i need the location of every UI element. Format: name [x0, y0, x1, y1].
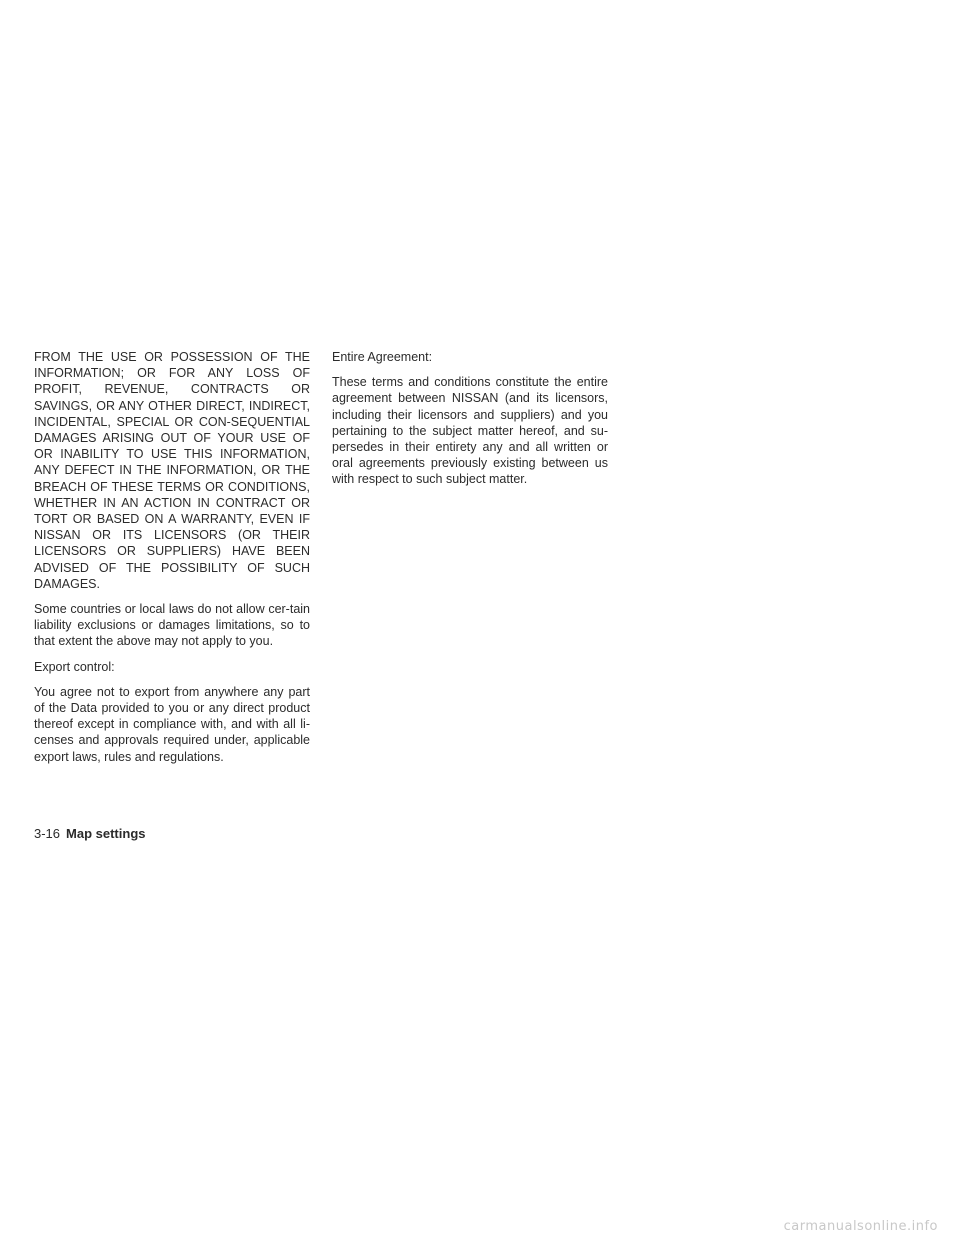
page-footer: [34, 826, 146, 842]
liability-disclaimer-paragraph: FROM THE USE OR POSSESSION OF THE INFORMATION; OR FOR ANY LOSS OF PROFIT, REVENUE, CONTRACTS OR SAVINGS, OR ANY OTHER DIRECT, INDIRECT, INCIDENTAL, SPECIAL OR CON-SEQUENTIAL DAMAGES ARISING OUT OF YOUR USE OF OR INABILITY TO USE THIS INFORMATION, ANY DEFECT IN THE INFORMATION, OR THE BREACH OF THESE TERMS OR CONDITIONS, WHETHER IN AN ACTION IN CONTRACT OR TORT OR BASED ON A WARRANTY, EVEN IF NISSAN OR ITS LICENSORS (OR THEIR LICENSORS OR SUPPLIERS) HAVE BEEN ADVISED OF THE POSSIBILITY OF SUCH DAMAGES.: [34, 350, 310, 591]
section-title: Map settings: [66, 826, 146, 841]
export-control-paragraph: You agree not to export from anywhere any part of the Data provided to you or any direct product thereof except in compliance with, and with all li-censes and approvals required under, applicable export laws, rules and regulations.: [34, 684, 310, 764]
left-column: [34, 349, 310, 774]
page-number: 3-16: [34, 826, 61, 841]
export-control-heading: Export control:: [34, 659, 115, 674]
right-column: [332, 349, 608, 497]
entire-agreement-heading: Entire Agreement:: [332, 350, 433, 364]
watermark: carmanualsonline.info: [783, 1219, 938, 1234]
entire-agreement-paragraph: These terms and conditions constitute the entire agreement between NISSAN (and its licensors, including their licensors and suppliers) and you pertaining to the subject matter hereof, and su-persedes in their entirety any and all written or oral agreements previously existing between us with respect to such subject matter.: [332, 375, 608, 487]
local-laws-paragraph: Some countries or local laws do not allow cer-tain liability exclusions or damages limitations, so to that extent the above may not apply to you.: [34, 602, 310, 649]
